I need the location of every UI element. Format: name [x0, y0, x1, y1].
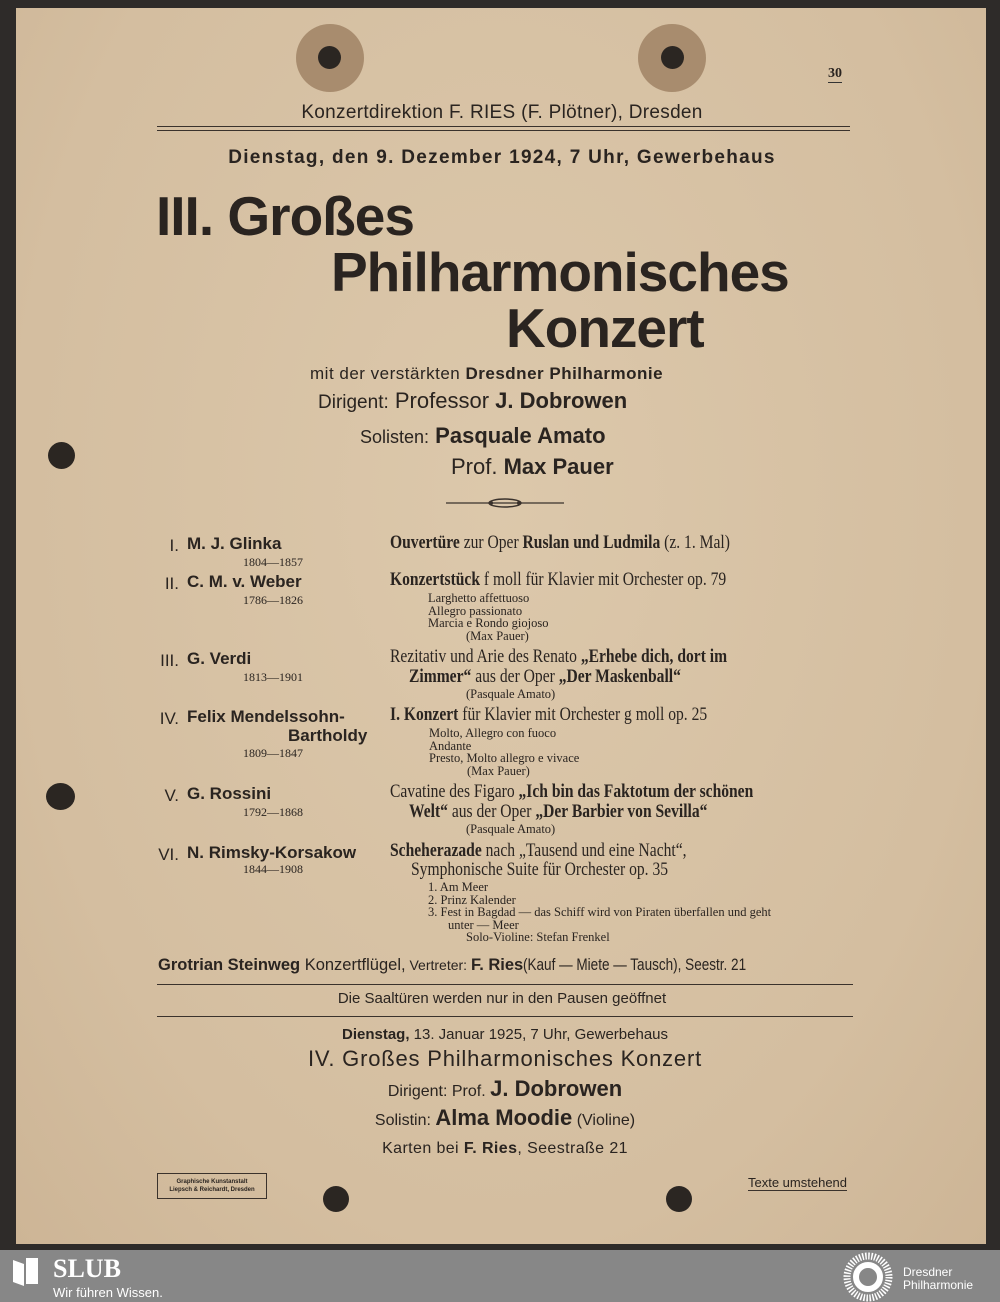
next-title: IV. Großes Philharmonisches Konzert	[307, 1046, 703, 1071]
composer-name: N. Rimsky-Korsakow	[187, 843, 357, 862]
performer: (Max Pauer)	[467, 763, 530, 778]
item-number: V.	[164, 786, 179, 805]
work-title: „Erhebe dich, dort im	[580, 646, 728, 667]
soloists-line	[360, 423, 606, 449]
item-number: II.	[164, 574, 179, 593]
composer-name: G. Verdi	[187, 649, 252, 668]
punch-hole	[661, 46, 684, 69]
work-title: Welt“	[409, 801, 448, 822]
orchestra-prefix: mit der verstärkten	[310, 364, 461, 383]
divider	[157, 126, 850, 127]
work-opera: „Der Barbier von Sevilla“	[535, 801, 708, 822]
punch-hole	[48, 442, 75, 469]
tickets-vendor: F. Ries	[463, 1140, 518, 1157]
performer: (Max Pauer)	[466, 628, 529, 643]
logo-line: Dresdner	[903, 1265, 953, 1279]
performer: (Pasquale Amato)	[466, 822, 556, 836]
composer-years: 1813—1901	[243, 670, 303, 684]
soloists-label: Solisten:	[360, 427, 430, 447]
next-date-day: Dienstag,	[341, 1026, 410, 1043]
tickets-address: , Seestraße 21	[517, 1140, 628, 1157]
conductor-label: Dirigent:	[318, 392, 389, 413]
conductor-name: J. Dobrowen	[495, 388, 628, 413]
stamp-line: Graphische Kunstanstalt	[176, 1179, 248, 1185]
philharmonie-logo-icon	[842, 1252, 894, 1302]
work-title: Scheherazade	[390, 840, 482, 861]
next-date: 13. Januar 1925, 7 Uhr, Gewerbehaus	[409, 1026, 669, 1043]
slub-tagline: Wir führen Wissen.	[53, 1285, 163, 1300]
composer-name: Felix Mendelssohn-	[187, 707, 345, 726]
item-number: III.	[160, 651, 179, 670]
movement: 2. Prinz Kalender	[428, 892, 516, 907]
footer-bar	[0, 1250, 1000, 1302]
date-line: Dienstag, den 9. Dezember 1924, 7 Uhr, Gewerbehaus	[228, 147, 776, 168]
next-soloist-instrument: (Violine)	[572, 1112, 636, 1129]
movement: Presto, Molto allegro e vivace	[429, 751, 580, 765]
soloist-2: Max Pauer	[503, 454, 614, 479]
movement: Andante	[429, 738, 472, 753]
next-conductor-label: Dirigent: Prof.	[387, 1083, 491, 1100]
piano-type: Konzertflügel,	[300, 956, 406, 974]
item-number: I.	[169, 536, 179, 555]
conductor-line	[318, 388, 627, 414]
work-opera: „Der Maskenball“	[558, 666, 681, 687]
logo-line: Philharmonie	[903, 1278, 974, 1292]
performer: (Pasquale Amato)	[466, 687, 556, 701]
work-desc: Rezitativ und Arie des Renato	[390, 646, 581, 667]
work-desc: f moll für Klavier mit Orchester op. 79	[480, 569, 727, 590]
work-title: „Ich bin das Faktotum der schönen	[518, 781, 754, 802]
next-soloist-label: Solistin:	[374, 1112, 436, 1129]
slub-book-icon	[10, 1256, 40, 1288]
work-title: Zimmer“	[409, 666, 472, 687]
philharmonie-logo-text[interactable]	[903, 1266, 973, 1292]
movement: 3. Fest in Bagdad — das Schiff wird von Piraten überfallen und geht	[428, 905, 772, 919]
work-desc: Cavatine des Figaro	[390, 781, 519, 802]
composer-name: G. Rossini	[187, 784, 272, 803]
movement: Marcia e Rondo giojoso	[428, 616, 549, 630]
work-desc: aus der Oper	[447, 801, 536, 822]
composer-name: C. M. v. Weber	[187, 572, 302, 591]
work-desc: nach „Tausend und eine Nacht“,	[481, 840, 687, 861]
ornament-divider-icon	[446, 497, 564, 509]
divider	[157, 1016, 853, 1017]
title-line-2: Philharmonisches	[331, 241, 789, 303]
composer-years: 1792—1868	[243, 805, 303, 819]
composer-name: M. J. Glinka	[187, 534, 282, 553]
page-number: 30	[828, 66, 842, 81]
work-desc: aus der Oper	[471, 666, 559, 687]
header-agency: Konzertdirektion F. RIES (F. Plötner), Dresden	[301, 102, 703, 123]
movement: 1. Am Meer	[428, 880, 489, 894]
item-number: IV.	[159, 709, 179, 728]
divider	[157, 984, 853, 985]
rep-label: Vertreter:	[405, 957, 471, 973]
composer-years: 1786—1826	[243, 593, 303, 607]
punch-hole	[46, 783, 75, 810]
composer-years: 1844—1908	[243, 862, 303, 876]
divider	[157, 130, 850, 131]
soloist-1: Pasquale Amato	[435, 423, 606, 448]
work-title: Ouvertüre	[390, 532, 460, 553]
printer-stamp	[157, 1173, 267, 1199]
texts-note: Texte umstehend	[748, 1175, 848, 1190]
item-number: VI.	[158, 845, 179, 864]
performer: Solo-Violine: Stefan Frenkel	[466, 930, 610, 944]
work-desc: zur Oper	[459, 532, 523, 553]
conductor-title: Professor	[394, 388, 490, 413]
movement: Larghetto affettuoso	[428, 591, 530, 605]
composer-years: 1809—1847	[243, 746, 303, 760]
soloist-2-line	[451, 454, 614, 480]
movement: unter — Meer	[448, 917, 519, 932]
rep-name: F. Ries	[470, 956, 524, 974]
composer-years: 1804—1857	[243, 555, 303, 569]
piano-sponsor-line	[158, 956, 795, 975]
movement: Molto, Allegro con fuoco	[429, 726, 557, 740]
stamp-line: Liepsch & Reichardt, Dresden	[169, 1187, 255, 1193]
next-conductor: J. Dobrowen	[490, 1076, 623, 1101]
work-opera: Ruslan und Ludmila	[522, 532, 661, 553]
orchestra-line	[310, 364, 663, 384]
slub-logo[interactable]: SLUB	[53, 1254, 121, 1283]
title-line-1: III. Großes	[156, 185, 414, 247]
piano-brand: Grotrian Steinweg	[158, 956, 301, 974]
next-soloist: Alma Moodie	[435, 1105, 573, 1130]
doors-notice: Die Saaltüren werden nur in den Pausen geöffnet	[337, 990, 667, 1007]
composer-name-cont: Bartholdy	[288, 726, 368, 745]
tickets-prefix: Karten bei	[382, 1140, 464, 1157]
punch-hole	[666, 1186, 692, 1212]
work-subtitle: Symphonische Suite für Orchester op. 35	[411, 859, 669, 880]
work-note: (z. 1. Mal)	[660, 532, 730, 553]
rep-details: (Kauf — Miete — Tausch), Seestr. 21	[523, 956, 747, 974]
work-desc: für Klavier mit Orchester g moll op. 25	[458, 704, 708, 725]
title-line-3: Konzert	[506, 297, 704, 359]
soloist-2-prefix: Prof.	[451, 454, 498, 479]
punch-hole	[323, 1186, 349, 1212]
punch-hole	[318, 46, 341, 69]
work-title: Konzertstück	[390, 569, 481, 590]
orchestra-name: Dresdner Philharmonie	[465, 364, 664, 383]
work-title: I. Konzert	[390, 704, 459, 725]
movement: Allegro passionato	[428, 603, 523, 618]
